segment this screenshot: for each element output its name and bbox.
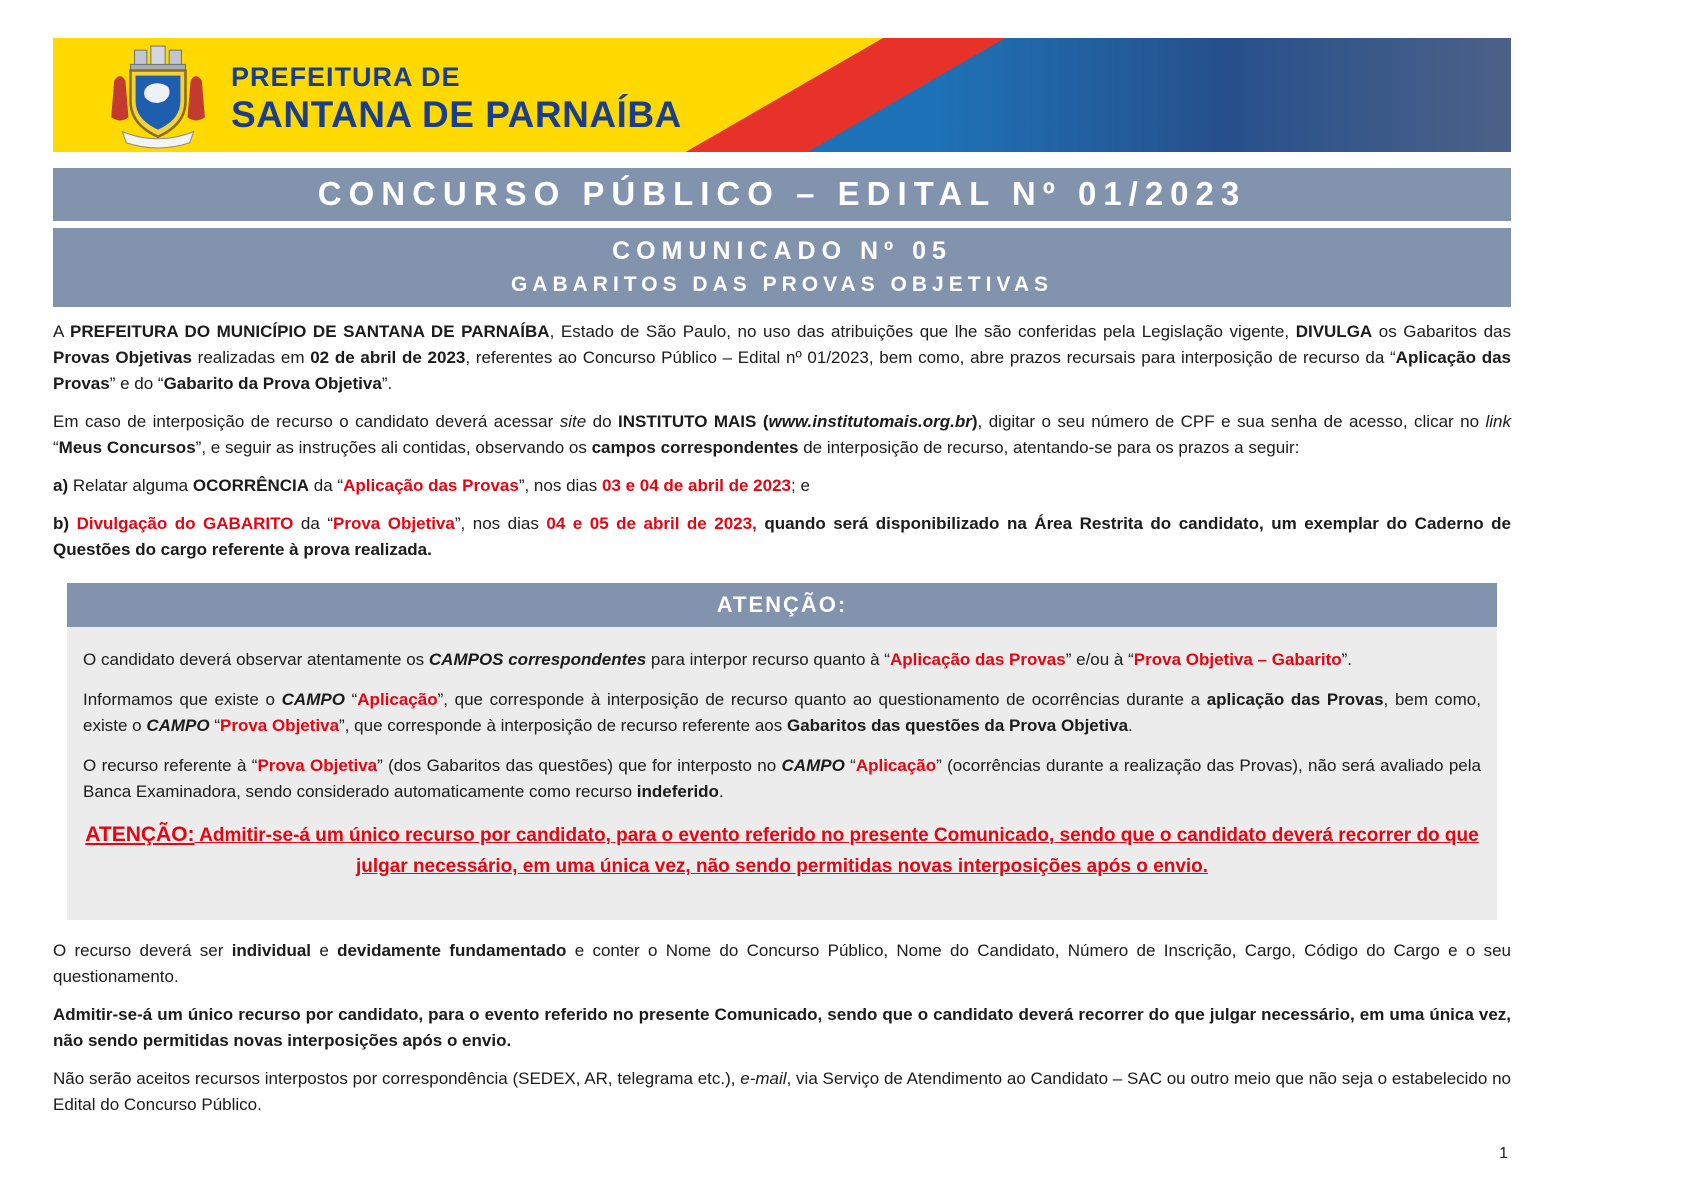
text-segment: site bbox=[559, 412, 587, 431]
text-segment: Em caso de interposição de recurso o candidato deverá acessar bbox=[53, 412, 560, 431]
text-segment: . bbox=[1128, 716, 1133, 735]
text-segment: link bbox=[1485, 412, 1511, 431]
closing-section bbox=[53, 938, 1511, 1118]
text-segment: os Gabaritos das bbox=[1372, 322, 1511, 341]
text-segment: Divulgação do GABARITO bbox=[76, 514, 294, 533]
text-segment: devidamente fundamentado bbox=[337, 941, 567, 960]
text-segment: CAMPO bbox=[281, 690, 345, 709]
text-segment: A bbox=[53, 322, 70, 341]
text-segment: de interposição de recurso, atentando-se para os prazos a seguir: bbox=[798, 438, 1300, 457]
text-segment: Prova Objetiva bbox=[257, 756, 378, 775]
attention-paragraph-3 bbox=[83, 753, 1481, 805]
closing-paragraph-1 bbox=[53, 938, 1511, 990]
text-segment: ( bbox=[756, 412, 769, 431]
text-segment: Prova Objetiva – Gabarito bbox=[1133, 650, 1342, 669]
attention-box bbox=[67, 583, 1497, 920]
text-segment: CAMPO bbox=[781, 756, 845, 775]
text-segment: O recurso referente à “ bbox=[83, 756, 258, 775]
text-segment: b) bbox=[53, 514, 77, 533]
org-name-line2: SANTANA DE PARNAÍBA bbox=[231, 94, 682, 135]
text-segment: Prova Objetiva bbox=[333, 514, 455, 533]
text-segment: Informamos que existe o bbox=[83, 690, 282, 709]
text-segment: ATENÇÃO: bbox=[85, 823, 195, 846]
org-name-line1: PREFEITURA DE bbox=[231, 62, 461, 92]
comunicado-subtitle: GABARITOS DAS PROVAS OBJETIVAS bbox=[510, 273, 1054, 296]
text-segment: ”, nos dias bbox=[454, 514, 547, 533]
text-segment: O recurso deverá ser bbox=[53, 941, 232, 960]
page-number: 1 bbox=[1499, 1145, 1508, 1162]
text-segment: “ bbox=[844, 756, 856, 775]
text-segment: ”, que corresponde à interposição de recurso referente aos bbox=[339, 716, 787, 735]
text-segment: Provas Objetivas bbox=[53, 348, 192, 367]
text-segment: e-mail bbox=[740, 1069, 787, 1088]
text-segment: , via Serviço de Atendimento ao Candidato – SAC ou outro meio que não seja o estabelecido no Edital do Concurso Público. bbox=[53, 1069, 1511, 1114]
attention-warning bbox=[83, 819, 1481, 882]
text-segment: Aplicação das Provas bbox=[889, 650, 1066, 669]
attention-paragraph-1 bbox=[83, 647, 1481, 673]
mural-crown-icon bbox=[130, 46, 185, 70]
text-segment: Meus Concursos bbox=[58, 438, 196, 457]
text-segment: ” e/ou à “ bbox=[1065, 650, 1134, 669]
text-segment: OCORRÊNCIA bbox=[192, 476, 310, 495]
text-segment: , digitar o seu número de CPF e sua senha de acesso, clicar no bbox=[977, 412, 1486, 431]
text-segment: campos correspondentes bbox=[591, 438, 799, 457]
text-segment: realizadas em bbox=[191, 348, 311, 367]
text-segment: da “ bbox=[309, 476, 344, 495]
text-segment: PREFEITURA DO MUNICÍPIO DE SANTANA DE PARNAÍBA bbox=[69, 322, 550, 341]
text-segment: ”, nos dias bbox=[518, 476, 602, 495]
text-segment: . bbox=[718, 782, 724, 801]
text-segment: Gabarito da Prova Objetiva bbox=[163, 374, 382, 393]
text-segment: Aplicação bbox=[855, 756, 937, 775]
closing-paragraph-3 bbox=[53, 1066, 1511, 1118]
text-segment: Gabaritos das questões da Prova Objetiva bbox=[786, 716, 1129, 735]
text-segment: 03 e 04 de abril de 2023 bbox=[601, 476, 791, 495]
text-segment: DIVULGA bbox=[1295, 322, 1373, 341]
text-segment: do bbox=[586, 412, 619, 431]
list-item-b bbox=[53, 511, 1511, 563]
text-segment: Relatar alguma bbox=[68, 476, 193, 495]
text-segment: indeferido bbox=[636, 782, 719, 801]
coat-of-arms-icon bbox=[95, 42, 221, 152]
text-segment: , bem como, existe o bbox=[83, 690, 1481, 735]
text-segment: e bbox=[311, 941, 338, 960]
text-segment: INSTITUTO MAIS bbox=[618, 412, 757, 431]
attention-box-body bbox=[67, 627, 1497, 920]
main-title: CONCURSO PÚBLICO – EDITAL Nº 01/2023 bbox=[317, 175, 1247, 212]
text-segment: “ bbox=[53, 438, 59, 457]
text-segment: Aplicação das Provas bbox=[53, 348, 1511, 393]
text-segment: 02 de abril de 2023 bbox=[310, 348, 466, 367]
organization-name bbox=[231, 64, 682, 133]
text-segment: Não serão aceitos recursos interpostos por correspondência (SEDEX, AR, telegrama etc.), bbox=[53, 1069, 741, 1088]
header-banner bbox=[53, 38, 1511, 152]
list-item-a bbox=[53, 473, 1511, 499]
intro-paragraph-1 bbox=[53, 319, 1511, 397]
text-segment: quando será disponibilizado na Área Restrita do candidato, um exemplar do Caderno de Questões do cargo referente à prova realizada. bbox=[53, 514, 1511, 559]
intro-paragraph-2 bbox=[53, 409, 1511, 461]
text-segment: 04 e 05 de abril de 2023, bbox=[546, 514, 757, 533]
text-segment: CAMPOS correspondentes bbox=[428, 650, 647, 669]
comunicado-title: COMUNICADO Nº 05 bbox=[612, 237, 952, 265]
text-segment: aplicação das Provas bbox=[1206, 690, 1384, 709]
text-segment: ”. bbox=[381, 374, 393, 393]
document-page bbox=[53, 38, 1511, 1130]
text-segment: ” (ocorrências durante a realização das Provas), não será avaliado pela Banca Examinadora, sendo considerado automaticamente como recurso bbox=[83, 756, 1481, 801]
text-segment: , Estado de São Paulo, no uso das atribuições que lhe são conferidas pela Legislação vigente, bbox=[549, 322, 1296, 341]
text-segment: ) bbox=[971, 412, 978, 431]
text-segment: “ bbox=[344, 690, 358, 709]
text-segment: “ bbox=[209, 716, 220, 735]
text-segment: ” (dos Gabaritos das questões) que for interposto no bbox=[377, 756, 782, 775]
text-segment: Admitir-se-á um único recurso por candidato, para o evento referido no presente Comunicado, sendo que o candidato deverá recorrer do que julgar necessário, em uma única vez, não sendo permitidas novas interposições após o envio. bbox=[53, 1005, 1511, 1050]
text-segment: Aplicação bbox=[357, 690, 438, 709]
text-segment: ”, e seguir as instruções ali contidas, observando os bbox=[195, 438, 592, 457]
text-segment: O candidato deverá observar atentamente os bbox=[83, 650, 429, 669]
attention-box-header bbox=[67, 583, 1497, 627]
text-segment: CAMPO bbox=[146, 716, 210, 735]
text-segment: e conter o Nome do Concurso Público, Nome do Candidato, Número de Inscrição, Cargo, Código do Cargo e o seu questionamento. bbox=[53, 941, 1511, 986]
attention-paragraph-2 bbox=[83, 687, 1481, 739]
main-title-bar bbox=[53, 168, 1511, 221]
text-segment: www.institutomais.org.br bbox=[768, 412, 972, 431]
text-segment: Admitir-se-á um único recurso por candidato, para o evento referido no presente Comunicado, sendo que o candidato deverá recorrer do que julgar necessário, em uma única vez, não sendo permitidas novas interposições após o envio. bbox=[194, 825, 1479, 877]
text-segment: da “ bbox=[293, 514, 333, 533]
text-segment: Aplicação das Provas bbox=[343, 476, 519, 495]
text-segment: individual bbox=[231, 941, 312, 960]
comunicado-bar bbox=[53, 228, 1511, 307]
closing-paragraph-2 bbox=[53, 1002, 1511, 1054]
text-segment: ” e do “ bbox=[109, 374, 164, 393]
text-segment: para interpor recurso quanto à “ bbox=[646, 650, 890, 669]
text-segment: ; e bbox=[791, 476, 810, 495]
text-segment: , referentes ao Concurso Público – Edital nº 01/2023, bem como, abre prazos recursais para interposição de recurso da “ bbox=[465, 348, 1396, 367]
attention-title: ATENÇÃO: bbox=[716, 592, 848, 617]
text-segment: ”. bbox=[1341, 650, 1353, 669]
text-segment: a) bbox=[53, 476, 69, 495]
text-segment: Prova Objetiva bbox=[219, 716, 340, 735]
text-segment: ”, que corresponde à interposição de recurso quanto ao questionamento de ocorrências durante a bbox=[437, 690, 1207, 709]
